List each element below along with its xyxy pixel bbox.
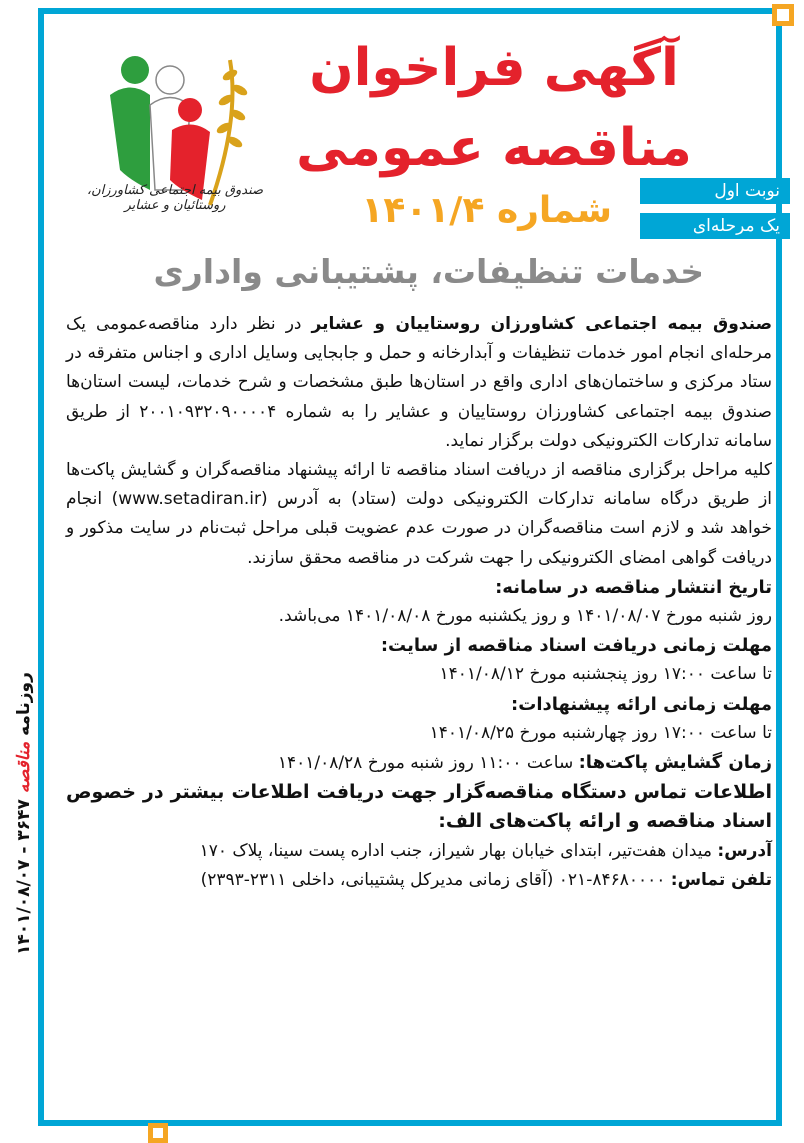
corner-square-decoration xyxy=(148,1123,168,1143)
phone-line xyxy=(66,866,772,895)
docs-deadline-text: تا ساعت ۱۷:۰۰ روز پنجشنبه مورخ ۱۴۰۱/۰۸/۱۲ xyxy=(439,664,772,685)
phone-text: ۸۴۶۸۰۰۰۰-۰۲۱ (آقای زمانی مدیرکل پشتیبانی، داخلی ۲۳۱۱-۲۳۹۳) xyxy=(200,869,666,890)
offer-deadline-text: تا ساعت ۱۷:۰۰ روز چهارشنبه مورخ ۱۴۰۱/۰۸/۲۵ xyxy=(429,722,772,743)
organization-name: صندوق بیمه اجتماعی کشاورزان روستاییان و عشایر xyxy=(311,314,772,334)
logo-green-body xyxy=(110,88,150,191)
publish-date-text: روز شنبه مورخ ۱۴۰۱/۰۸/۰۷ و روز یکشنبه مورخ ۱۴۰۱/۰۸/۰۸ می‌باشد. xyxy=(278,606,772,627)
publish-date-heading: تاریخ انتشار مناقصه در سامانه: xyxy=(495,576,772,598)
intro-text: در نظر دارد مناقصه‌عمومی یک مرحله‌ای انجام امور خدمات تنظیفات و آبدارخانه و حمل و جابجایی وسایل اداری و اجناس متفرقه در ستاد مرکزی و ساختمان‌های اداری واقع در استان‌ها طبق مشخصات و شرح خدمات، لیست استان‌ها صندوق بیمه اجتماعی کشاورزان روستاییان و عشایر را به شماره ۲۰۰۱۰۹۳۲۰۹۰۰۰۰۴ از طریق سامانه تدارکات الکترونیکی دولت برگزار نماید. xyxy=(66,314,772,451)
offer-deadline-heading: مهلت زمانی ارائه پیشنهادات: xyxy=(511,693,772,715)
procedure-paragraph: کلیه مراحل برگزاری مناقصه از دریافت اسناد مناقصه تا ارائه پیشنهاد مناقصه‌گران و گشایش پاکت‌ها از طریق درگاه سامانه تدارکات الکترونیکی دولت (ستاد) به آدرس (www.setadiran.ir) انجام خواهد شد و لازم است مناقصه‌گران در صورت عدم عضویت قبلی مراحل ثبت‌نام در سایت مذکور و دریافت گواهی امضای الکترونیکی را جهت شرکت در مناقصه محقق سازند. xyxy=(66,460,772,568)
logo-green-head xyxy=(121,56,149,84)
logo-red-head xyxy=(178,98,202,122)
logo-caption: صندوق بیمه اجتماعی کشاورزان، روستائیان و عشایر xyxy=(86,183,264,213)
newspaper-label: روزنامه xyxy=(14,672,34,736)
title-line-2: مناقصه عمومی xyxy=(296,118,692,178)
opening-line xyxy=(66,748,772,778)
issue-text: ۳۶۴۷ - ۱۴۰۱/۰۸/۰۷ xyxy=(14,799,34,955)
docs-deadline-heading: مهلت زمانی دریافت اسناد مناقصه از سایت: xyxy=(380,635,772,657)
newspaper-brand: مناقصه xyxy=(14,741,34,794)
tender-subject: خدمات تنظیفات، پشتیبانی واداری xyxy=(153,252,704,291)
turn-badge: نوبت اول xyxy=(640,178,790,204)
address-text: میدان هفت‌تیر، ابتدای خیابان بهار شیراز، جنب اداره پست سینا، پلاک ۱۷۰ xyxy=(199,840,712,861)
address-label: آدرس: xyxy=(717,840,772,861)
tender-number: شماره ۱۴۰۱/۴ xyxy=(361,190,612,231)
contact-heading: اطلاعات تماس دستگاه مناقصه‌گزار جهت دریافت اطلاعات بیشتر در خصوص اسناد مناقصه و ارائه پاکت‌های الف: xyxy=(66,781,772,833)
opening-text: ساعت ۱۱:۰۰ روز شنبه مورخ ۱۴۰۱/۰۸/۲۸ xyxy=(277,753,574,774)
logo-white-head xyxy=(156,66,184,94)
newspaper-issue-sidebar xyxy=(14,672,34,955)
announcement-body xyxy=(66,310,772,895)
address-line xyxy=(66,837,772,866)
intro-paragraph xyxy=(66,310,772,456)
stage-badge: یک مرحله‌ای xyxy=(640,213,790,239)
corner-square-decoration xyxy=(772,4,794,26)
title-line-1: آگهی فراخوان xyxy=(309,38,679,98)
phone-label: تلفن تماس: xyxy=(670,869,772,890)
opening-heading: زمان گشایش پاکت‌ها: xyxy=(578,752,772,774)
